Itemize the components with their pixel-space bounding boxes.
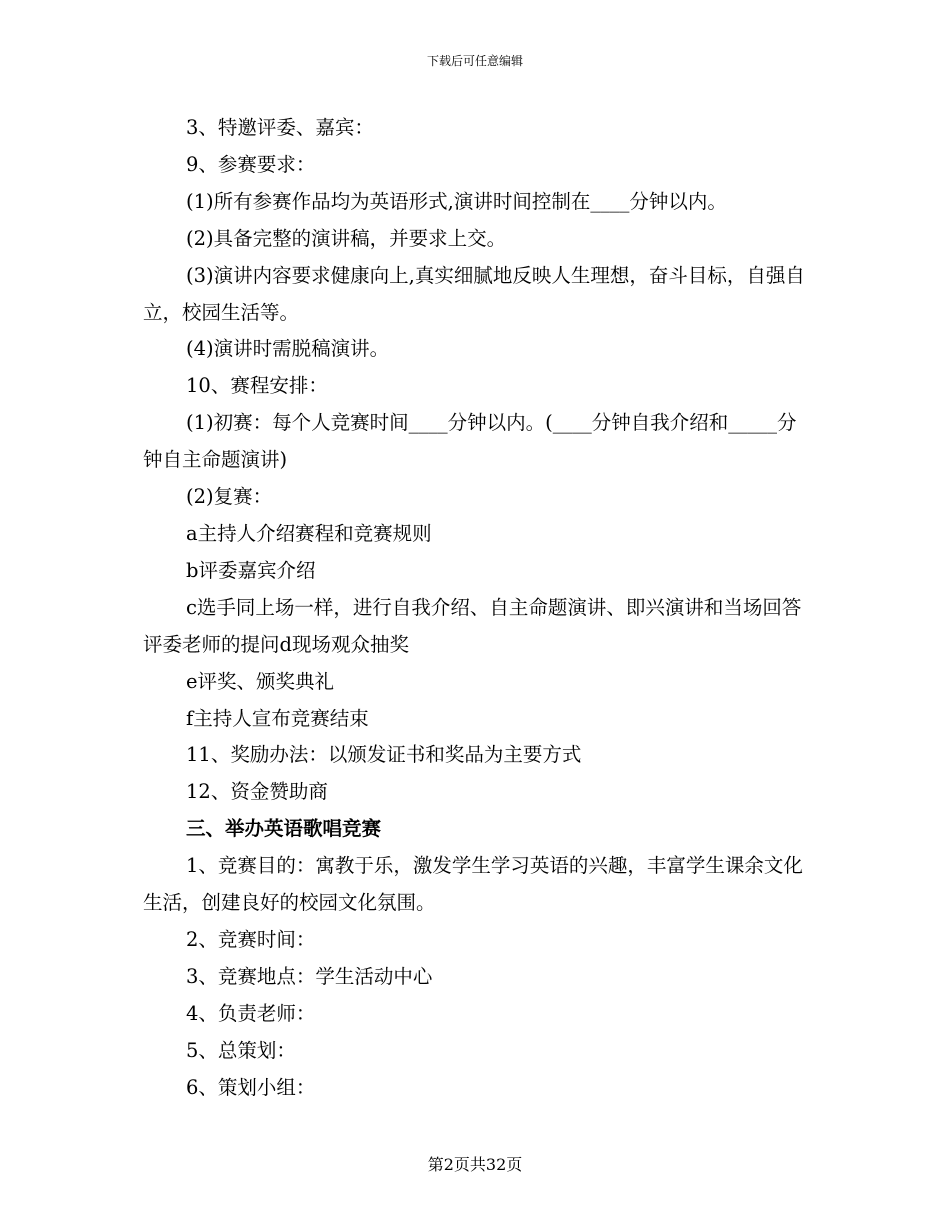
paragraph: 6、策划小组： — [186, 1075, 316, 1099]
paragraph: 10、赛程安排： — [186, 374, 328, 398]
paragraph: 1、竞赛目的：寓教于乐，激发学生学习英语的兴趣，丰富学生课余文化生活，创建良好的校园文化氛围。 — [143, 854, 803, 915]
paragraph: 11、奖励办法：以颁发证书和奖品为主要方式 — [186, 743, 582, 767]
paragraph: (2)复赛： — [186, 485, 273, 509]
paragraph: e评奖、颁奖典礼 — [186, 669, 335, 693]
paragraph: f主持人宣布竞赛结束 — [186, 706, 369, 730]
section-heading: 三、举办英语歌唱竞赛 — [186, 817, 382, 841]
paragraph: 4、负责老师： — [186, 1001, 316, 1025]
paragraph: c选手同上场一样，进行自我介绍、自主命题演讲、即兴演讲和当场回答评委老师的提问d现场观众抽奖 — [143, 595, 802, 656]
paragraph: (1)初赛：每个人竞赛时间____分钟以内。(____分钟自我介绍和_____分钟自主命题演讲) — [143, 411, 797, 472]
page-header: 下载后可任意编辑 — [426, 54, 523, 68]
paragraph: 3、竞赛地点：学生活动中心 — [186, 964, 433, 988]
paragraph: (4)演讲时需脱稿演讲。 — [186, 337, 390, 361]
paragraph: 5、总策划： — [186, 1038, 296, 1062]
paragraph: 12、资金赞助商 — [186, 780, 328, 804]
paragraph: (3)演讲内容要求健康向上,真实细腻地反映人生理想，奋斗目标，自强自立，校园生活等。 — [143, 263, 805, 324]
paragraph: b评委嘉宾介绍 — [186, 558, 316, 582]
paragraph: (1)所有参赛作品均为英语形式,演讲时间控制在____分钟以内。 — [186, 189, 727, 213]
paragraph: 2、竞赛时间： — [186, 927, 316, 951]
paragraph: 3、特邀评委、嘉宾： — [186, 116, 374, 139]
paragraph: 9、参赛要求： — [186, 152, 316, 176]
paragraph: a主持人介绍赛程和竞赛规则 — [186, 521, 432, 545]
document-body — [143, 110, 813, 1106]
paragraph: (2)具备完整的演讲稿，并要求上交。 — [186, 226, 507, 250]
page-footer: 第2页共32页 — [427, 1155, 523, 1174]
